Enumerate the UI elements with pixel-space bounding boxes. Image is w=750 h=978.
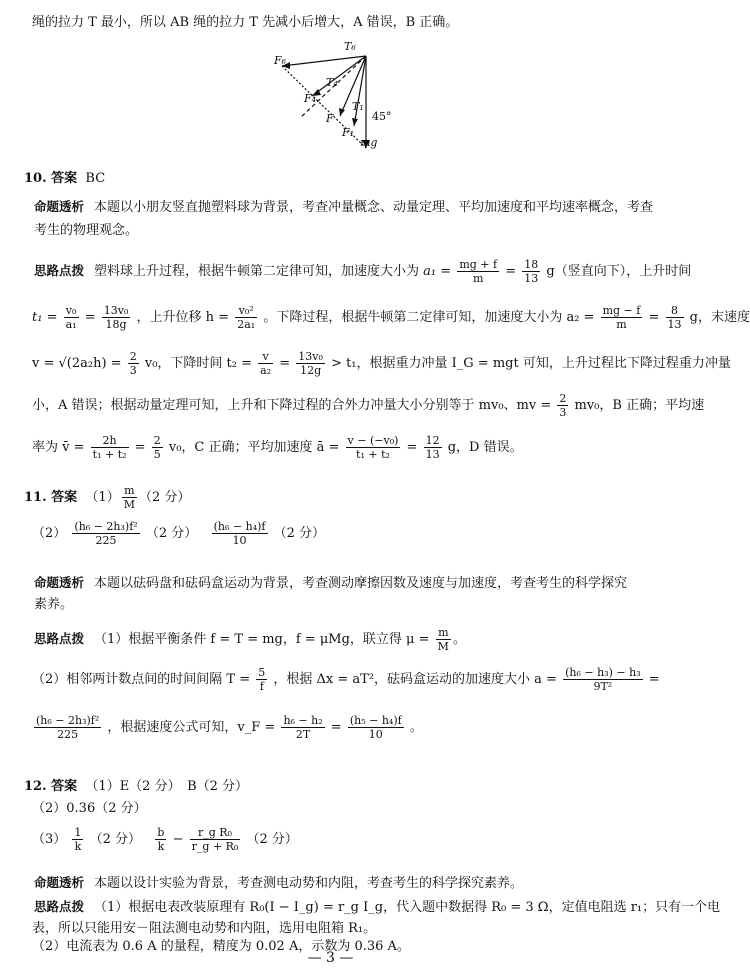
q12-frac-a3b: $\frac{b}{k}$: [157, 826, 165, 853]
q11-frac-a1: $\frac{m}{M}$: [123, 484, 135, 511]
q10-frac-10: $\frac{\text{13v₀}}{12g}$: [298, 350, 323, 377]
q12-answer-line-1: 12. 答案 （1）E（2 分） B（2 分）: [24, 779, 249, 794]
q10-tag-analysis: 命题透析: [34, 199, 85, 214]
q10-frac-6: $\frac{mg - f}{m}$: [602, 304, 641, 331]
q12-solution-line-3: （2）电流表为 0.6 A 的量程，精度为 0.02 A，示数为 0.36 A。: [32, 939, 410, 954]
q10-s1-text: 塑料球上升过程，根据牛顿第二定律可知，加速度大小为: [94, 264, 420, 279]
q10-solution-line-5: 率为 v̄ = $\frac{2h}{\text{t₁ + t₂}}$ = $\frac{2}{5}$ v₀，C 正确；平均加速度 ā = $\frac{\text{v − (−v₀)}}{\text{t₁ + t₂}}$ = $\frac{12}{13}$ g，D 错误。: [32, 434, 523, 461]
q10-analysis-line-2: 考生的物理观念。: [34, 223, 139, 238]
force-diagram: [268, 38, 398, 150]
q11-answer-line-1: 11. 答案 （1） $\frac{m}{M}$ （2 分）: [24, 484, 191, 511]
q11-frac-s3: $\frac{\text{(h₆ − 2h₃)f²}}{225}$: [36, 714, 100, 741]
arrow-head: [352, 118, 358, 126]
q12-answer-line-2: （2）0.36（2 分）: [32, 801, 147, 816]
q12-frac-a3c: $\frac{\text{r\_g R₀}}{\text{r\_g + R₀}}$: [191, 826, 239, 853]
q10-answer-value: BC: [85, 171, 106, 186]
q11-frac-s1: $\frac{m}{M}$: [437, 626, 449, 653]
q10-solution-line-1: 思路点拨 塑料球上升过程，根据牛顿第二定律可知，加速度大小为 a₁ = $\frac{mg + f}{m}$ = $\frac{18}{13}$ g（竖直向下），上升时间: [34, 258, 692, 285]
q11-frac-a3: $\frac{\text{(h₆ − h₄)f}}{10}$: [213, 520, 266, 547]
q10-frac-4: $\frac{\text{13v₀}}{18g}$: [103, 304, 129, 331]
label-f6: F₆: [274, 54, 287, 67]
q10-frac-8: $\frac{2}{3}$: [129, 350, 137, 377]
label-f1: F₁: [342, 126, 355, 139]
q10-analysis-text-1: 本题以小朋友竖直抛塑料球为背景，考查冲量概念、动量定理、平均加速度和平均速率概念，考查: [94, 200, 654, 215]
label-f3: F: [326, 112, 334, 125]
q10-number: 10. 答案: [24, 171, 78, 186]
q11-frac-a2: $\frac{\text{(h₆ − 2h₃)f²}}{225}$: [74, 520, 138, 547]
q10-a1: a₁ =: [423, 264, 452, 279]
label-t4: T₄: [326, 76, 338, 89]
q12-tag-solution: 思路点拨: [34, 899, 85, 914]
q12-solution-line-2: 表，所以只能用安－阻法测电动势和内阻，选用电阻箱 R₁。: [32, 921, 377, 936]
q10-frac-1: $\frac{mg + f}{m}$: [459, 258, 498, 285]
q12-solution-line-1: 思路点拨 （1）根据电表改装原理有 R₀(I − I_g) = r_g I_g，代入题中数据得 R₀ = 3 Ω，定值电阻选 r₁；只有一个电: [34, 899, 721, 915]
q10-frac-12: $\frac{2h}{\text{t₁ + t₂}}$: [92, 434, 127, 461]
q12-frac-a3: $\frac{1}{k}$: [74, 826, 82, 853]
q12-answer-line-3: （3） $\frac{1}{k}$ （2 分） $\frac{b}{k}$ − $\frac{\text{r\_g R₀}}{\text{r\_g + R₀}}$ （2 分）: [32, 826, 298, 853]
q11-solution-line-3: $\frac{\text{(h₆ − 2h₃)f²}}{225}$ ，根据速度公式可知，v_F = $\frac{\text{h₆ − h₂}}{2T}$ = $\frac{\text{(h₅ − h₄)f}}{10}$ 。: [36, 714, 423, 741]
page-number: — 3 —: [307, 950, 354, 966]
force-line-f6: [282, 56, 366, 66]
q11-frac-s3b: $\frac{\text{h₆ − h₂}}{2T}$: [283, 714, 323, 741]
q11-solution-line-1: 思路点拨 （1）根据平衡条件 f = T = mg，f = μMg，联立得 μ = $\frac{m}{M}$ 。: [34, 626, 466, 653]
q12-number: 12. 答案: [24, 779, 78, 794]
q10-solution-line-2: t₁ = $\frac{\text{v₀}}{\text{a₁}}$ = $\frac{\text{13v₀}}{18g}$ ，上升位移 h = $\frac{\text{v₀²}}{\text{2a₁}}$ 。下降过程，根据牛顿第二定律可知，加速度大小为 a₂ = $\frac{mg - f}{m}$ = $\frac{8}{13}$ g，末速度: [32, 304, 750, 331]
q10-analysis-line-1: [34, 198, 653, 217]
q11-frac-s2: $\frac{5}{f}$: [258, 666, 266, 693]
q10-frac-15: $\frac{12}{13}$: [425, 434, 440, 461]
label-t6: T₆: [344, 40, 356, 53]
q11-analysis-line-2: 素养。: [34, 597, 74, 612]
q10-solution-line-4: 小，A 错误；根据动量定理可知，上升和下降过程的合外力冲量大小分别等于 mv₀、mv = $\frac{2}{3}$ mv₀，B 正确；平均速: [32, 392, 705, 419]
q12-analysis-line: 命题透析 本题以设计实验为背景，考查测电动势和内阻，考查考生的科学探究素养。: [34, 875, 524, 891]
q10-frac-3: $\frac{\text{v₀}}{\text{a₁}}$: [65, 304, 77, 331]
q10-frac-9: $\frac{v}{\text{a₂}}$: [260, 350, 272, 377]
label-mg: mg: [360, 136, 378, 149]
label-angle: 45°: [372, 110, 392, 123]
q10-frac-14: $\frac{\text{v − (−v₀)}}{\text{t₁ + t₂}}$: [347, 434, 399, 461]
q11-frac-s3c: $\frac{\text{(h₅ − h₄)f}}{10}$: [349, 714, 402, 741]
q11-tag-solution: 思路点拨: [34, 631, 85, 646]
q10-answer: [24, 170, 105, 188]
q10-frac-5: $\frac{\text{v₀²}}{\text{2a₁}}$: [237, 304, 256, 331]
force-line-f1: [354, 56, 366, 126]
intro-line: 绳的拉力 T 最小，所以 AB 绳的拉力 T 先减小后增大，A 错误，B 正确。: [32, 15, 459, 30]
q11-frac-s2b: $\frac{\text{(h₆ − h₃) − h₃}}{\text{9T²}}$: [565, 666, 641, 693]
q11-number: 11. 答案: [24, 490, 78, 505]
q12-tag-analysis: 命题透析: [34, 875, 85, 890]
q11-answer-line-2: （2） $\frac{\text{(h₆ − 2h₃)f²}}{225}$ （2 分） $\frac{\text{(h₆ − h₄)f}}{10}$ （2 分）: [32, 520, 326, 547]
q10-frac-7: $\frac{8}{13}$: [667, 304, 682, 331]
q10-frac-11: $\frac{2}{3}$: [559, 392, 567, 419]
q10-solution-line-3: v = √(2a₂h) = $\frac{2}{3}$ v₀，下降时间 t₂ = $\frac{v}{\text{a₂}}$ = $\frac{\text{13v₀}}{12g}$ > t₁，根据重力冲量 I_G = mgt 可知，上升过程比下降过程重力冲量: [32, 350, 731, 377]
label-f4: F₄: [304, 92, 317, 105]
q11-tag-analysis: 命题透析: [34, 575, 85, 590]
q10-frac-2: $\frac{18}{13}$: [524, 258, 539, 285]
q10-tag-solution: 思路点拨: [34, 263, 85, 278]
q10-s1-tail: g（竖直向下），上升时间: [546, 264, 692, 279]
label-t1: T₁: [352, 100, 364, 113]
q10-frac-13: $\frac{2}{5}$: [153, 434, 161, 461]
q11-analysis-line-1: 命题透析 本题以砝码盘和砝码盒运动为背景，考查测动摩擦因数及速度与加速度，考查考生的科学探究: [34, 575, 628, 591]
arrow-head: [339, 108, 345, 116]
q11-solution-line-2: （2）相邻两计数点间的时间间隔 T = $\frac{5}{f}$ ，根据 Δx = aT²，砝码盒运动的加速度大小 a = $\frac{\text{(h₆ − h₃) − h₃}}{\text{9T²}}$ =: [32, 666, 660, 693]
